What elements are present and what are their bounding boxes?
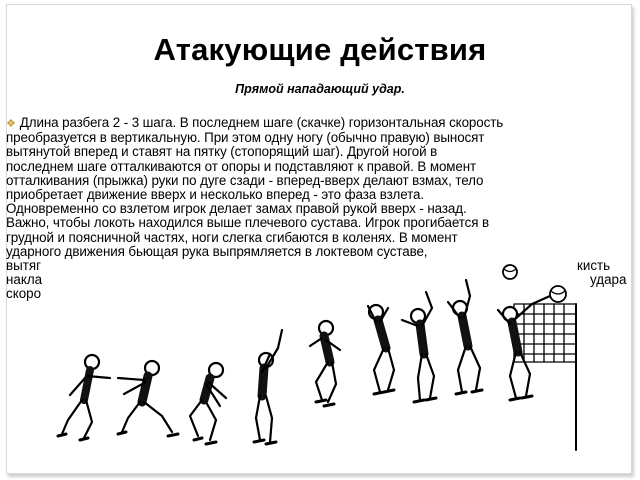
- body-line-5: отталкивания (прыжка) руки по дуге сзади - вперед-вверх делают взмах, тело: [6, 172, 484, 188]
- body-text: [6, 116, 612, 259]
- volleyball-net: [514, 304, 576, 450]
- body-line-3: вытянутой вперед и ставят на пятку (стопорящий шаг). Другой ногой в: [6, 144, 438, 160]
- fragment-left-3: скоро: [6, 286, 42, 301]
- player-figure-1: [58, 355, 110, 440]
- fragment-right-1: кисть: [577, 258, 611, 273]
- player-figure-3: [190, 363, 226, 444]
- player-figure-2: [118, 361, 178, 436]
- diamond-bullet-icon: ❖: [6, 118, 16, 130]
- body-line-4: последнем шаге отталкиваются от опоры и подставляют к правой. В момент: [6, 158, 477, 174]
- volleyball-spike-illustration: [40, 250, 630, 455]
- player-figure-7: [402, 292, 436, 402]
- body-line-1: ❖ Длина разбега 2 - 3 шага. В последнем шаге (скачке) горизонтальная скорость: [6, 115, 504, 130]
- body-line-6: приобретает движение вверх и несколько вперед - это фаза взлета.: [6, 187, 424, 203]
- volleyball-icon: [503, 265, 517, 279]
- body-line-8: Важно, чтобы локоть находился выше плечевого сустава. Игрок прогибается в: [6, 215, 490, 231]
- fragment-right-2: удара: [590, 272, 627, 287]
- body-line-10: ударного движения бьющая рука выпрямляется в локтевом суставе,: [6, 243, 428, 259]
- fragment-left-2: накла: [6, 272, 43, 287]
- volleyball-icon: [550, 286, 566, 302]
- player-figure-8: [448, 280, 482, 394]
- slide-subtitle: Прямой нападающий удар.: [235, 82, 405, 96]
- body-line-2: преобразуется в вертикальную. При этом одну ногу (обычно правую) выносят: [6, 130, 485, 146]
- body-line-9: грудной и поясничной частях, ноги слегка сгибаются в коленях. В момент: [6, 229, 458, 245]
- player-figure-4: [254, 330, 282, 444]
- slide-title: Атакующие действия: [153, 32, 487, 67]
- body-line-7: Одновременно со взлетом игрок делает замах правой рукой вверх - назад.: [6, 201, 467, 217]
- player-figure-5: [310, 321, 340, 406]
- player-figure-6: [368, 305, 394, 394]
- fragment-left-1: вытяг: [6, 258, 42, 273]
